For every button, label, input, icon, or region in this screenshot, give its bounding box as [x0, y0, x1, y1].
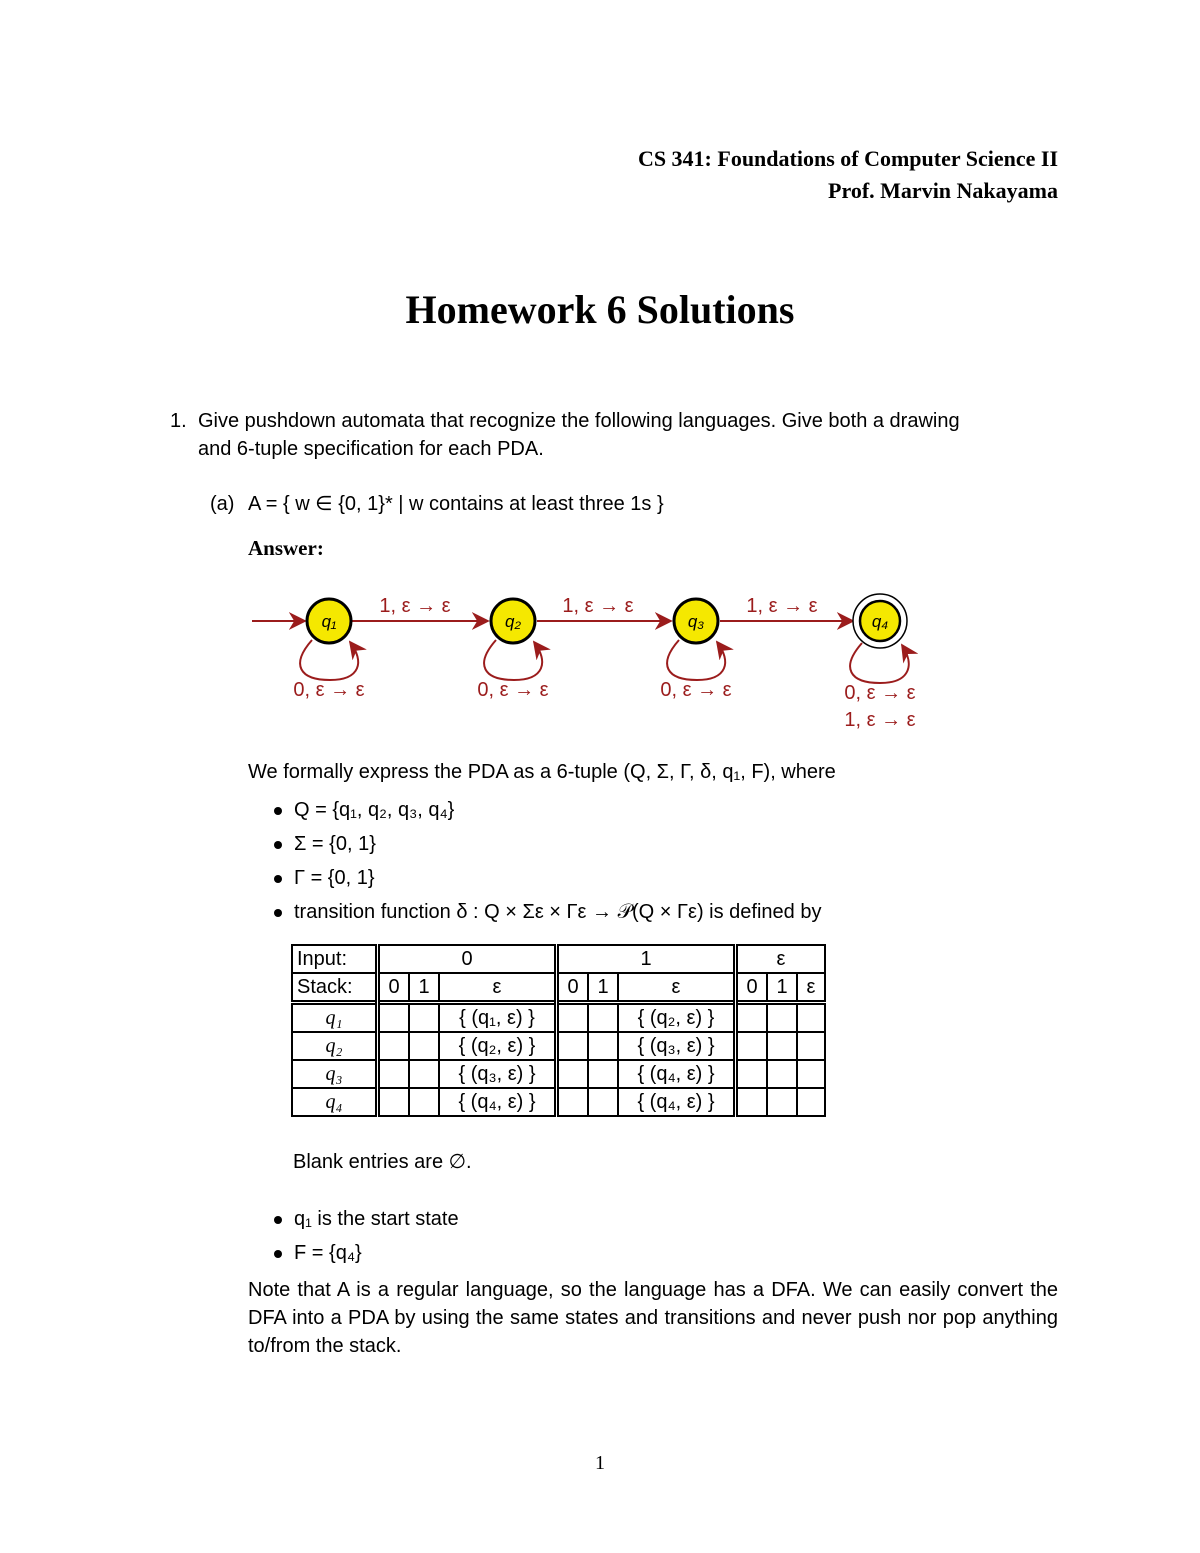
- part-a-label: (a): [210, 493, 235, 515]
- table-header-stack: [292, 973, 825, 1003]
- table-cell: [797, 1088, 825, 1116]
- loop-q4: [850, 643, 909, 683]
- table-row: [292, 1088, 825, 1116]
- edge-label-q2-q3: 1, ε → ε: [562, 595, 634, 617]
- table-cell: [588, 1088, 618, 1116]
- list-item-accept-states: F = {q₄}: [272, 1239, 459, 1273]
- pda-diagram: [0, 0, 1200, 740]
- loop-label-q1: 0, ε → ε: [293, 679, 365, 701]
- table-cell: [736, 1060, 768, 1088]
- stack-head: 0: [557, 973, 589, 1003]
- table-cell: [797, 1032, 825, 1060]
- state-label-q2: q₂: [505, 612, 521, 631]
- loop-label-q2: 0, ε → ε: [477, 679, 549, 701]
- table-cell: [557, 1088, 589, 1116]
- table-cell: [797, 1060, 825, 1088]
- formal-list: [272, 796, 821, 932]
- table-cell: { (q₁, ε) }: [439, 1003, 557, 1033]
- loop-label-q4-0: 0, ε → ε: [844, 682, 916, 704]
- problem-text-line2: and 6-tuple specification for each PDA.: [198, 438, 544, 460]
- input-head-1: 1: [557, 945, 736, 973]
- professor-name: Prof. Marvin Nakayama: [828, 178, 1058, 203]
- page-number: 1: [595, 1452, 605, 1474]
- table-cell: [797, 1003, 825, 1033]
- table-cell: { (q₂, ε) }: [439, 1032, 557, 1060]
- input-label: Input:: [292, 945, 378, 973]
- table-cell: { (q₃, ε) }: [439, 1060, 557, 1088]
- table-cell: [557, 1060, 589, 1088]
- loop-q3: [667, 640, 725, 680]
- stack-head: ε: [797, 973, 825, 1003]
- table-cell: [557, 1032, 589, 1060]
- list-item-transition-function: transition function δ : Q × Σε × Γε → 𝒫(Q × Γε) is defined by: [272, 898, 821, 932]
- stack-head: ε: [439, 973, 557, 1003]
- table-cell: [588, 1060, 618, 1088]
- loop-label-q4-1: 1, ε → ε: [844, 709, 916, 731]
- table-cell: [378, 1003, 410, 1033]
- table-cell: [767, 1003, 797, 1033]
- table-row: [292, 1003, 825, 1033]
- table-cell: [378, 1088, 410, 1116]
- input-head-eps: ε: [736, 945, 826, 973]
- loop-q1: [300, 640, 358, 680]
- course-title: CS 341: Foundations of Computer Science II: [637, 146, 1058, 171]
- table-cell: { (q₄, ε) }: [618, 1088, 736, 1116]
- edge-label-q3-q4: 1, ε → ε: [746, 595, 818, 617]
- problem-text-line1: Give pushdown automata that recognize the following languages. Give both a drawing: [198, 410, 960, 432]
- row-state: q₁: [292, 1003, 378, 1033]
- table-cell: [409, 1060, 439, 1088]
- table-cell: [409, 1003, 439, 1033]
- row-state: q₄: [292, 1088, 378, 1116]
- table-cell: { (q₄, ε) }: [439, 1088, 557, 1116]
- language-definition: A = { w ∈ {0, 1}* | w contains at least three 1s }: [248, 493, 664, 515]
- row-state: q₂: [292, 1032, 378, 1060]
- stack-label: Stack:: [292, 973, 378, 1003]
- input-head-0: 0: [378, 945, 557, 973]
- table-cell: [588, 1003, 618, 1033]
- table-cell: [767, 1060, 797, 1088]
- note-paragraph: Note that A is a regular language, so the language has a DFA. We can easily convert the DFA into a PDA by using the same states and transitions and never push nor pop anything to/from the stack.: [248, 1279, 1058, 1357]
- final-list: [272, 1205, 459, 1273]
- loop-label-q3: 0, ε → ε: [660, 679, 732, 701]
- page-title: Homework 6 Solutions: [405, 287, 795, 332]
- stack-head: ε: [618, 973, 736, 1003]
- state-label-q1: q₁: [321, 612, 337, 631]
- table-cell: [767, 1032, 797, 1060]
- list-item-states: Q = {q₁, q₂, q₃, q₄}: [272, 796, 821, 830]
- edge-label-q1-q2: 1, ε → ε: [379, 595, 451, 617]
- table-cell: [588, 1032, 618, 1060]
- formal-intro: We formally express the PDA as a 6-tuple (Q, Σ, Γ, δ, q₁, F), where: [248, 761, 836, 783]
- stack-head: 0: [378, 973, 410, 1003]
- table-header-input: [292, 945, 825, 973]
- table-cell: [736, 1003, 768, 1033]
- blank-entries-note: Blank entries are ∅.: [293, 1151, 472, 1173]
- table-row: [292, 1032, 825, 1060]
- table-cell: { (q₃, ε) }: [618, 1032, 736, 1060]
- table-cell: [378, 1060, 410, 1088]
- list-item-start-state: q₁ is the start state: [272, 1205, 459, 1239]
- transition-table: [291, 944, 826, 1117]
- table-cell: [767, 1088, 797, 1116]
- table-cell: { (q₂, ε) }: [618, 1003, 736, 1033]
- answer-label: Answer:: [248, 536, 324, 560]
- stack-head: 1: [588, 973, 618, 1003]
- table-cell: [736, 1032, 768, 1060]
- problem-number: 1.: [170, 410, 187, 432]
- list-item-stack-alphabet: Γ = {0, 1}: [272, 864, 821, 898]
- table-cell: [409, 1088, 439, 1116]
- loop-q2: [484, 640, 542, 680]
- table-row: [292, 1060, 825, 1088]
- state-label-q4: q₄: [871, 612, 889, 631]
- list-item-alphabet: Σ = {0, 1}: [272, 830, 821, 864]
- table-cell: [409, 1032, 439, 1060]
- stack-head: 1: [409, 973, 439, 1003]
- table-cell: { (q₄, ε) }: [618, 1060, 736, 1088]
- stack-head: 1: [767, 973, 797, 1003]
- row-state: q₃: [292, 1060, 378, 1088]
- table-cell: [378, 1032, 410, 1060]
- state-label-q3: q₃: [687, 612, 705, 631]
- table-cell: [736, 1088, 768, 1116]
- table-cell: [557, 1003, 589, 1033]
- stack-head: 0: [736, 973, 768, 1003]
